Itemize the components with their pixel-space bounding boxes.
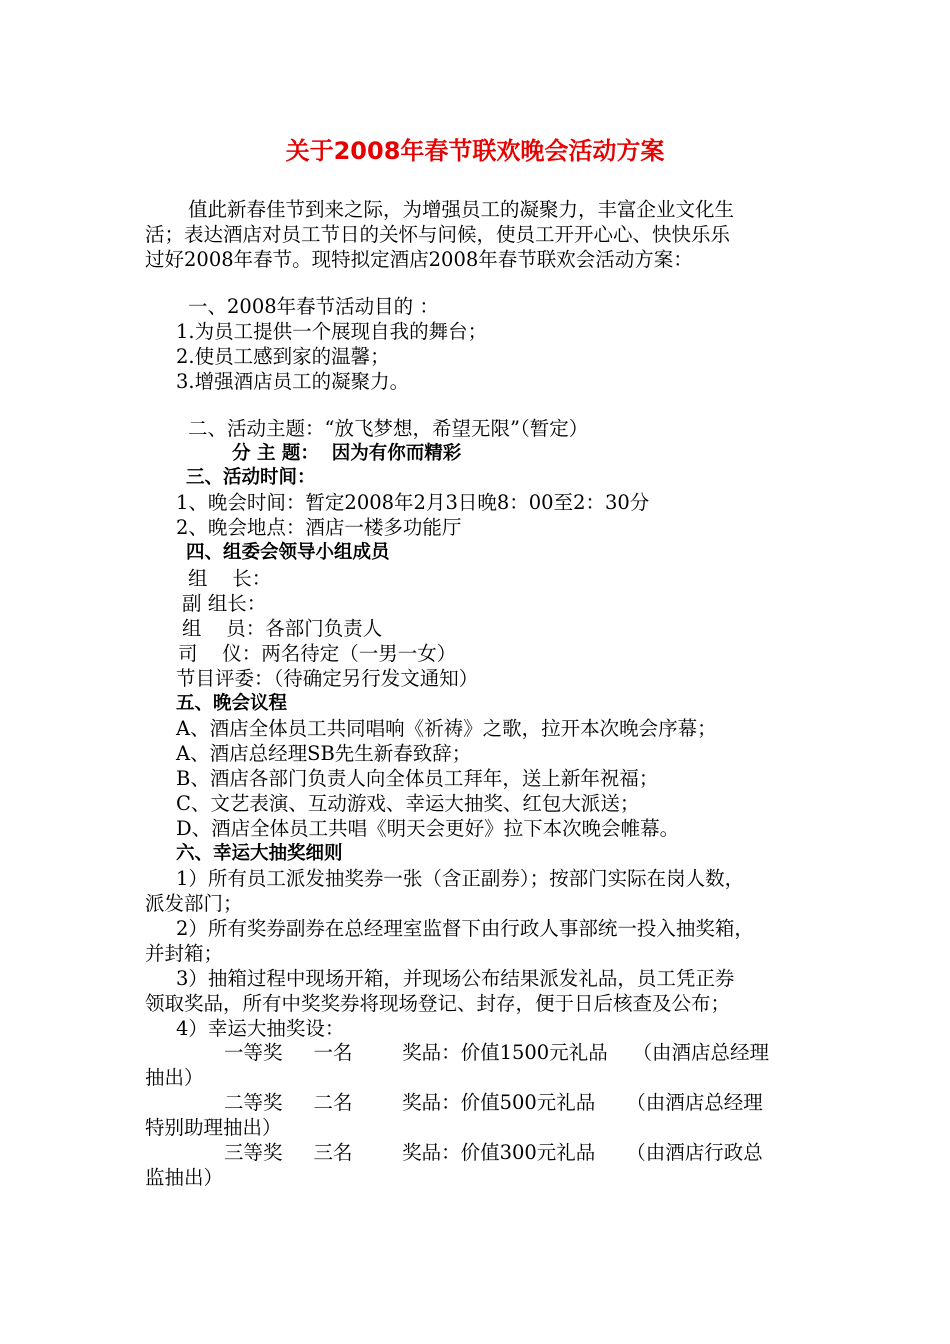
section6-line: 派发部门； xyxy=(145,892,243,915)
prize-line: 特别助理抽出） xyxy=(145,1116,282,1139)
section1-heading: 一、2008年春节活动目的 ： xyxy=(188,295,439,318)
section6-line: 领取奖品，所有中奖奖券将现场登记、封存，便于日后核查及公布； xyxy=(145,992,731,1015)
intro-line: 活；表达酒店对员工节日的关怀与问候，使员工开开心心、快快乐乐 xyxy=(145,223,731,246)
section3-item: 2、晚会地点：酒店一楼多功能厅 xyxy=(176,516,462,539)
section5-item: C、文艺表演、互动游戏、幸运大抽奖、红包大派送； xyxy=(176,792,640,815)
section5-item: B、酒店各部门负责人向全体员工拜年，送上新年祝福； xyxy=(176,767,659,790)
prize-line: 监抽出） xyxy=(145,1166,224,1189)
section4-item: 组 员：各部门负责人 xyxy=(182,617,383,640)
intro-line: 值此新春佳节到来之际，为增强员工的凝聚力，丰富企业文化生 xyxy=(188,198,735,221)
section1-item: 2.使员工感到家的温馨； xyxy=(176,345,390,368)
section4-item: 副 组长： xyxy=(182,592,267,615)
section5-item: A、酒店总经理SB先生新春致辞； xyxy=(176,742,472,765)
section5-item: A、酒店全体员工共同唱响《祈祷》之歌，拉开本次晚会序幕； xyxy=(176,717,717,740)
section6-line: 4）幸运大抽奖设： xyxy=(176,1017,345,1040)
section2-subtheme: 分 主 题： 因为有你而精彩 xyxy=(232,443,462,464)
section5-item: D、酒店全体员工共唱《明天会更好》拉下本次晚会帷幕。 xyxy=(176,817,680,840)
section4-item: 节目评委：（待确定另行发文通知） xyxy=(176,667,479,690)
prize-line: 三等奖 三名 奖品：价值300元礼品 （由酒店行政总 xyxy=(224,1141,763,1164)
section3-item: 1、晚会时间：暂定2008年2月3日晚8：00至2：30分 xyxy=(176,491,650,514)
section4-heading: 四、组委会领导小组成员 xyxy=(186,542,390,563)
section2-heading: 二、活动主题：“放飞梦想，希望无限”（暂定） xyxy=(188,417,589,440)
section6-heading: 六、幸运大抽奖细则 xyxy=(176,843,343,864)
section4-item: 组 长： xyxy=(188,567,272,590)
section4-item: 司 仪：两名待定（一男一女） xyxy=(178,642,457,665)
section1-item: 3.增强酒店员工的凝聚力。 xyxy=(176,370,410,393)
document-title: 关于2008年春节联欢晚会活动方案 xyxy=(285,137,665,165)
intro-line: 过好2008年春节。现特拟定酒店2008年春节联欢会活动方案： xyxy=(145,248,693,271)
section6-line: 1）所有员工派发抽奖券一张（含正副券）；按部门实际在岗人数， xyxy=(176,867,745,890)
section5-heading: 五、晚会议程 xyxy=(176,693,288,714)
prize-line: 一等奖 一名 奖品：价值1500元礼品 （由酒店总经理 xyxy=(224,1041,770,1064)
prize-line: 二等奖 二名 奖品：价值500元礼品 （由酒店总经理 xyxy=(224,1091,763,1114)
section6-line: 并封箱； xyxy=(145,942,224,965)
prize-line: 抽出） xyxy=(145,1066,204,1089)
section6-line: 2）所有奖券副券在总经理室监督下由行政人事部统一投入抽奖箱， xyxy=(176,917,754,940)
section1-item: 1.为员工提供一个展现自我的舞台； xyxy=(176,320,488,343)
section6-line: 3）抽箱过程中现场开箱，并现场公布结果派发礼品，员工凭正券 xyxy=(176,967,735,990)
section3-heading: 三、活动时间： xyxy=(186,467,316,488)
